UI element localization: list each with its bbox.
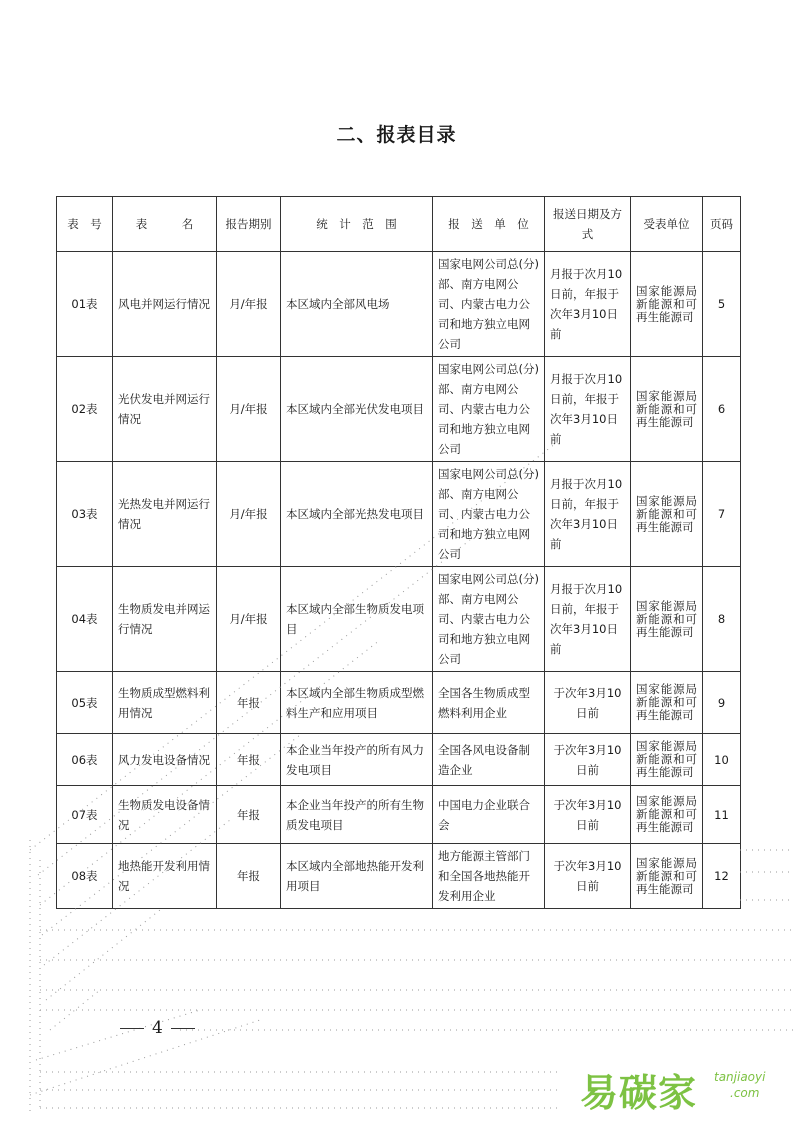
cell-receiver: 国家能源局新能源和可再生能源司: [631, 672, 703, 734]
cell-no: 03表: [57, 462, 113, 567]
header-table-name: 表 名: [113, 197, 217, 252]
cell-no: 05表: [57, 672, 113, 734]
header-scope: 统 计 范 围: [281, 197, 433, 252]
cell-period: 月/年报: [217, 357, 281, 462]
report-catalog-table: [56, 196, 741, 909]
cell-no: 01表: [57, 252, 113, 357]
cell-scope: 本区域内全部光热发电项目: [281, 462, 433, 567]
cell-name: 风力发电设备情况: [113, 734, 217, 786]
cell-page: 10: [703, 734, 741, 786]
cell-no: 07表: [57, 786, 113, 844]
cell-scope: 本区域内全部风电场: [281, 252, 433, 357]
cell-no: 08表: [57, 844, 113, 909]
cell-receiver: 国家能源局新能源和可再生能源司: [631, 567, 703, 672]
cell-receiver: 国家能源局新能源和可再生能源司: [631, 786, 703, 844]
cell-name: 生物质成型燃料利用情况: [113, 672, 217, 734]
watermark-logo-cn: 易碳家: [580, 1071, 698, 1115]
cell-scope: 本区域内全部地热能开发利用项目: [281, 844, 433, 909]
page-number-value: 4: [152, 1018, 163, 1038]
header-table-no: 表 号: [57, 197, 113, 252]
cell-period: 月/年报: [217, 252, 281, 357]
page-number-dash-left: [120, 1028, 144, 1029]
table-row: [57, 844, 741, 909]
cell-scope: 本区域内全部光伏发电项目: [281, 357, 433, 462]
cell-period: 年报: [217, 844, 281, 909]
page-number-dash-right: [171, 1028, 195, 1029]
cell-unit: 全国各风电设备制造企业: [433, 734, 545, 786]
page-title: 二、报表目录: [336, 124, 457, 146]
cell-unit: 地方能源主管部门和全国各地热能开发利用企业: [433, 844, 545, 909]
cell-receiver: 国家能源局新能源和可再生能源司: [631, 844, 703, 909]
table-row: [57, 357, 741, 462]
cell-page: 12: [703, 844, 741, 909]
cell-scope: 本企业当年投产的所有生物质发电项目: [281, 786, 433, 844]
cell-name: 生物质发电设备情况: [113, 786, 217, 844]
cell-date: 月报于次月10日前，年报于次年3月10日前: [545, 252, 631, 357]
header-page: 页码: [703, 197, 741, 252]
table-row: [57, 672, 741, 734]
cell-period: 年报: [217, 672, 281, 734]
cell-receiver: 国家能源局新能源和可再生能源司: [631, 734, 703, 786]
header-submitting-unit: 报 送 单 位: [433, 197, 545, 252]
cell-name: 风电并网运行情况: [113, 252, 217, 357]
header-date-method: 报送日期及方式: [545, 197, 631, 252]
cell-period: 月/年报: [217, 567, 281, 672]
header-receiving-unit: 受表单位: [631, 197, 703, 252]
cell-date: 于次年3月10日前: [545, 844, 631, 909]
watermark-logo: [580, 1062, 790, 1117]
cell-period: 年报: [217, 786, 281, 844]
cell-page: 11: [703, 786, 741, 844]
cell-no: 02表: [57, 357, 113, 462]
cell-scope: 本区域内全部生物质成型燃料生产和应用项目: [281, 672, 433, 734]
cell-receiver: 国家能源局新能源和可再生能源司: [631, 252, 703, 357]
cell-unit: 国家电网公司总(分)部、南方电网公司、内蒙古电力公司和地方独立电网公司: [433, 462, 545, 567]
cell-unit: 中国电力企业联合会: [433, 786, 545, 844]
cell-no: 04表: [57, 567, 113, 672]
cell-name: 光热发电并网运行情况: [113, 462, 217, 567]
cell-unit: 国家电网公司总(分)部、南方电网公司、内蒙古电力公司和地方独立电网公司: [433, 567, 545, 672]
cell-date: 于次年3月10日前: [545, 786, 631, 844]
cell-date: 于次年3月10日前: [545, 734, 631, 786]
cell-unit: 全国各生物质成型燃料利用企业: [433, 672, 545, 734]
table-header-row: [57, 197, 741, 252]
cell-date: 月报于次月10日前，年报于次年3月10日前: [545, 357, 631, 462]
watermark-logo-en: tanjiaoyi: [714, 1070, 766, 1084]
cell-page: 8: [703, 567, 741, 672]
cell-period: 年报: [217, 734, 281, 786]
table-row: [57, 734, 741, 786]
cell-date: 月报于次月10日前，年报于次年3月10日前: [545, 567, 631, 672]
cell-name: 地热能开发利用情况: [113, 844, 217, 909]
table-row: [57, 462, 741, 567]
table-row: [57, 252, 741, 357]
cell-period: 月/年报: [217, 462, 281, 567]
cell-page: 7: [703, 462, 741, 567]
header-period: 报告期别: [217, 197, 281, 252]
table-row: [57, 786, 741, 844]
cell-receiver: 国家能源局新能源和可再生能源司: [631, 462, 703, 567]
cell-name: 生物质发电并网运行情况: [113, 567, 217, 672]
page-number: [112, 1018, 203, 1038]
cell-unit: 国家电网公司总(分)部、南方电网公司、内蒙古电力公司和地方独立电网公司: [433, 252, 545, 357]
table-row: [57, 567, 741, 672]
cell-page: 5: [703, 252, 741, 357]
cell-page: 6: [703, 357, 741, 462]
watermark-logo-com: .com: [730, 1086, 760, 1100]
cell-scope: 本区域内全部生物质发电项目: [281, 567, 433, 672]
cell-date: 于次年3月10日前: [545, 672, 631, 734]
cell-date: 月报于次月10日前，年报于次年3月10日前: [545, 462, 631, 567]
cell-scope: 本企业当年投产的所有风力发电项目: [281, 734, 433, 786]
cell-no: 06表: [57, 734, 113, 786]
cell-page: 9: [703, 672, 741, 734]
cell-name: 光伏发电并网运行情况: [113, 357, 217, 462]
cell-receiver: 国家能源局新能源和可再生能源司: [631, 357, 703, 462]
cell-unit: 国家电网公司总(分)部、南方电网公司、内蒙古电力公司和地方独立电网公司: [433, 357, 545, 462]
